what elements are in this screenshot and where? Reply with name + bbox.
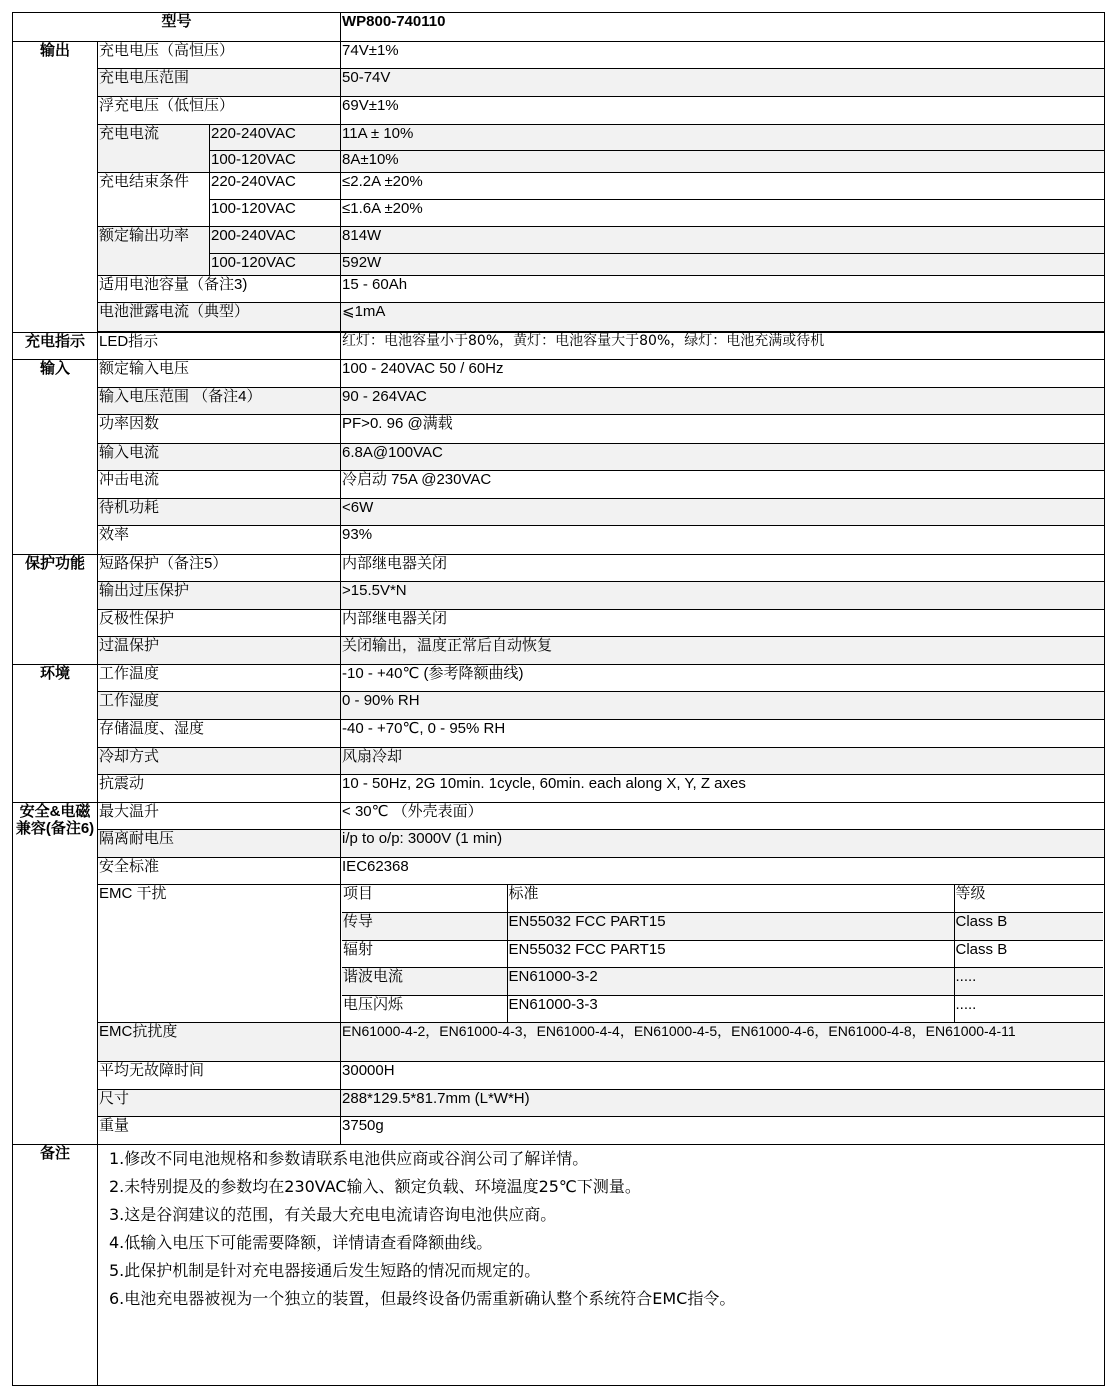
emc-grade: ..... (954, 967, 1103, 995)
note-item: 6.电池充电器被视为一个独立的装置，但最终设备仍需重新确认整个系统符合EMC指令。 (109, 1289, 736, 1309)
row-value: 15 - 60Ah (341, 276, 1105, 303)
row-value: 3750g (341, 1117, 1105, 1145)
row-value: -40 - +70℃, 0 - 95% RH (341, 719, 1105, 747)
row-label: 重量 (98, 1117, 341, 1145)
row-label: 冲击电流 (98, 470, 341, 498)
row-label: 过温保护 (98, 636, 341, 664)
row-value: <6W (341, 498, 1105, 525)
row-label: EMC抗扰度 (98, 1023, 341, 1062)
emc-col-grade: 等级 (954, 885, 1103, 912)
row-value: 8A±10% (341, 151, 1105, 173)
row-value: 6.8A@100VAC (341, 443, 1105, 470)
row-label: 充电电压范围 (98, 69, 341, 97)
row-label: 输出过压保护 (98, 581, 341, 609)
row-condition: 220-240VAC (210, 173, 341, 200)
row-label: 额定输出功率 (98, 227, 210, 276)
note-item: 5.此保护机制是针对充电器接通后发生短路的情况而规定的。 (109, 1261, 541, 1281)
row-label: 存储温度、湿度 (98, 719, 341, 747)
row-value: 592W (341, 254, 1105, 276)
row-value: < 30℃ （外壳表面） (341, 802, 1105, 829)
row-value: 288*129.5*81.7mm (L*W*H) (341, 1090, 1105, 1117)
row-label: 抗震动 (98, 774, 341, 802)
emc-standard: EN55032 FCC PART15 (507, 940, 954, 967)
row-value: 红灯：电池容量小于80%，黄灯：电池容量大于80%，绿灯：电池充满或待机 (341, 333, 1105, 360)
row-value: 冷启动 75A @230VAC (341, 470, 1105, 498)
row-value: 50-74V (341, 69, 1105, 97)
row-label: 短路保护（备注5） (98, 554, 341, 581)
row-value: ≤1.6A ±20% (341, 200, 1105, 227)
row-value: 内部继电器关闭 (341, 554, 1105, 581)
emc-standard: EN55032 FCC PART15 (507, 912, 954, 940)
row-value: i/p to o/p: 3000V (1 min) (341, 829, 1105, 857)
row-label: 平均无故障时间 (98, 1062, 341, 1090)
note-item: 1.修改不同电池规格和参数请联系电池供应商或谷润公司了解详情。 (109, 1149, 589, 1169)
row-label: 浮充电压（低恒压） (98, 97, 341, 125)
row-label: 反极性保护 (98, 609, 341, 636)
category-notes: 备注 (13, 1145, 98, 1386)
row-value: ≤2.2A ±20% (341, 173, 1105, 200)
row-value: 10 - 50Hz, 2G 10min. 1cycle, 60min. each along X, Y, Z axes (341, 774, 1105, 802)
row-value: 关闭输出，温度正常后自动恢复 (341, 636, 1105, 664)
row-label: 充电电压（高恒压） (98, 42, 341, 69)
emc-grade: Class B (954, 940, 1103, 967)
row-label: 适用电池容量（备注3) (98, 276, 341, 303)
emc-item: 传导 (342, 912, 507, 940)
category-output: 输出 (13, 42, 98, 333)
row-label: 尺寸 (98, 1090, 341, 1117)
emc-col-standard: 标准 (507, 885, 954, 912)
row-label: 输入电流 (98, 443, 341, 470)
row-value: PF>0. 96 @满载 (341, 415, 1105, 443)
emc-item: 谐波电流 (342, 967, 507, 995)
note-item: 4.低输入电压下可能需要降额，详情请查看降额曲线。 (109, 1233, 493, 1253)
emc-item: 辐射 (342, 940, 507, 967)
row-value: 100 - 240VAC 50 / 60Hz (341, 360, 1105, 388)
notes-cell (98, 1145, 1105, 1386)
model-header-label: 型号 (13, 13, 341, 42)
category-protection: 保护功能 (13, 554, 98, 664)
emc-col-item: 项目 (342, 885, 507, 912)
row-value: 74V±1% (341, 42, 1105, 69)
category-environment: 环境 (13, 664, 98, 802)
row-value: 93% (341, 525, 1105, 554)
row-value: >15.5V*N (341, 581, 1105, 609)
row-label: 待机功耗 (98, 498, 341, 525)
row-value: EN61000-4-2，EN61000-4-3，EN61000-4-4，EN61000-4-5，EN61000-4-6，EN61000-4-8，EN61000-4-11 (341, 1023, 1105, 1062)
emc-standard: EN61000-3-3 (507, 995, 954, 1022)
row-value: 11A ± 10% (341, 125, 1105, 151)
row-label: 功率因数 (98, 415, 341, 443)
row-label: LED指示 (98, 333, 341, 360)
note-item: 3.这是谷润建议的范围，有关最大充电电流请咨询电池供应商。 (109, 1205, 557, 1225)
row-label: 充电结束条件 (98, 173, 210, 227)
row-label: 额定输入电压 (98, 360, 341, 388)
model-number: WP800-740110 (341, 13, 1105, 42)
row-value: 0 - 90% RH (341, 691, 1105, 719)
row-label: 隔离耐电压 (98, 829, 341, 857)
category-input: 输入 (13, 360, 98, 554)
row-value: IEC62368 (341, 857, 1105, 884)
row-value: 内部继电器关闭 (341, 609, 1105, 636)
row-condition: 200-240VAC (210, 227, 341, 254)
emc-interference-subtable-cell (341, 885, 1105, 1023)
row-value: ⩽1mA (341, 303, 1105, 332)
row-label: 最大温升 (98, 802, 341, 829)
row-condition: 100-120VAC (210, 200, 341, 227)
emc-standard: EN61000-3-2 (507, 967, 954, 995)
row-condition: 220-240VAC (210, 125, 341, 151)
row-label: 冷却方式 (98, 747, 341, 774)
row-value: -10 - +40℃ (参考降额曲线) (341, 664, 1105, 691)
emc-item: 电压闪烁 (342, 995, 507, 1022)
category-safety-emc: 安全&电磁兼容(备注6) (13, 802, 98, 1144)
spec-table (12, 12, 1105, 1386)
row-label: 输入电压范围 （备注4） (98, 388, 341, 415)
row-condition: 100-120VAC (210, 151, 341, 173)
row-condition: 100-120VAC (210, 254, 341, 276)
row-value: 90 - 264VAC (341, 388, 1105, 415)
emc-interference-table (342, 885, 1103, 1022)
notes-list (99, 1145, 1103, 1313)
note-item: 2.未特别提及的参数均在230VAC输入、额定负载、环境温度25℃下测量。 (109, 1177, 641, 1197)
row-label: 工作湿度 (98, 691, 341, 719)
row-label: 工作温度 (98, 664, 341, 691)
row-label: 电池泄露电流（典型） (98, 303, 341, 332)
row-label: EMC 干扰 (98, 885, 341, 1023)
emc-grade: ..... (955, 995, 977, 1013)
row-value: 30000H (341, 1062, 1105, 1090)
row-value: 814W (341, 227, 1105, 254)
row-label: 安全标准 (98, 857, 341, 884)
row-label: 充电电流 (98, 125, 210, 173)
row-value: 69V±1% (341, 97, 1105, 125)
row-value: 风扇冷却 (341, 747, 1105, 774)
row-label: 效率 (98, 525, 341, 554)
emc-grade: Class B (954, 912, 1103, 940)
category-indicator: 充电指示 (13, 333, 98, 360)
